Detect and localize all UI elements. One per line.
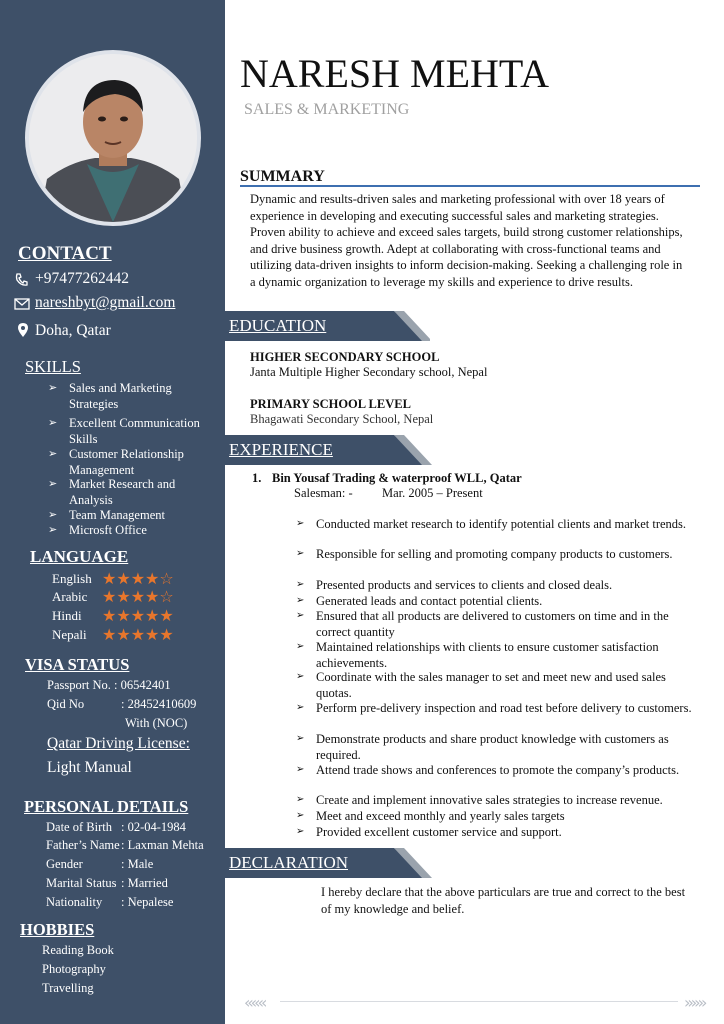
personal-value: : Nepalese bbox=[121, 895, 174, 909]
job-duty: Demonstrate products and share product knowledge with customers as required. bbox=[316, 732, 669, 762]
arrow-bullet-icon: ➢ bbox=[48, 448, 58, 460]
arrow-bullet-icon: ➢ bbox=[296, 794, 305, 805]
personal-value: : 02-04-1984 bbox=[121, 820, 186, 834]
arrow-bullet-icon: ➢ bbox=[296, 702, 305, 713]
job-duty: Maintained relationships with clients to ensure customer satisfaction achievements. bbox=[316, 640, 659, 670]
personal-label: Father’s Name bbox=[46, 838, 120, 852]
phone-number[interactable]: +97477262442 bbox=[35, 270, 129, 287]
job-duty: Coordinate with the sales manager to set and meet new and used sales quotas. bbox=[316, 670, 666, 700]
section-band-tail bbox=[370, 848, 434, 878]
education-level: HIGHER SECONDARY SCHOOL bbox=[250, 350, 440, 364]
skills-heading: SKILLS bbox=[25, 357, 81, 376]
double-chevron-left-icon: ««« bbox=[244, 993, 265, 1012]
declaration-text: I hereby declare that the above particulars are true and correct to the best of my knowledge and belief. bbox=[321, 885, 686, 916]
language-rating-stars: ★★★★★ bbox=[102, 625, 174, 644]
job-duty: Meet and exceed monthly and yearly sales targets bbox=[316, 809, 565, 823]
candidate-name: NARESH MEHTA bbox=[240, 51, 550, 96]
personal-value: : Married bbox=[121, 876, 168, 890]
skill-item: Team Management bbox=[69, 508, 165, 522]
phone-icon bbox=[14, 272, 30, 293]
personal-details-heading: PERSONAL DETAILS bbox=[24, 797, 189, 816]
language-name: Hindi bbox=[52, 608, 82, 623]
skill-item: Sales and Marketing Strategies bbox=[69, 381, 172, 411]
arrow-bullet-icon: ➢ bbox=[296, 764, 305, 775]
email-icon bbox=[14, 297, 30, 316]
declaration-heading: DECLARATION bbox=[225, 848, 377, 878]
location-text: Doha, Qatar bbox=[35, 322, 111, 339]
job-role: Salesman: - bbox=[294, 486, 353, 500]
language-heading: LANGUAGE bbox=[30, 547, 129, 566]
arrow-bullet-icon: ➢ bbox=[296, 826, 305, 837]
personal-label: Date of Birth bbox=[46, 820, 112, 834]
skill-item: Excellent Communication Skills bbox=[69, 416, 200, 446]
footer-divider bbox=[280, 1001, 678, 1002]
arrow-bullet-icon: ➢ bbox=[296, 595, 305, 606]
job-duty: Attend trade shows and conferences to promote the company’s products. bbox=[316, 763, 680, 777]
qid-value: : 28452410609 bbox=[121, 697, 197, 711]
section-band-tail bbox=[370, 435, 434, 465]
arrow-bullet-icon: ➢ bbox=[48, 478, 58, 490]
arrow-bullet-icon: ➢ bbox=[48, 524, 58, 536]
passport-number: Passport No. : 06542401 bbox=[47, 678, 171, 692]
job-duty: Responsible for selling and promoting company products to customers. bbox=[316, 547, 673, 561]
job-duty: Create and implement innovative sales strategies to increase revenue. bbox=[316, 793, 663, 807]
personal-value: : Male bbox=[121, 857, 154, 871]
candidate-title: SALES & MARKETING bbox=[244, 101, 410, 118]
language-name: Nepali bbox=[52, 627, 87, 642]
skill-item: Customer Relationship Management bbox=[69, 447, 184, 477]
summary-text: Dynamic and results-driven sales and marketing professional with over 18 years of experience in developing and executing successful sales and marketing strategies. Proven ability to achieve and exceed sales targets, build strong customer relationships, and drive business growth. Adept at collaborating with cross-functional teams and utilizing data-driven insights to inform decision-making. Seeking a challenging role in a dynamic organization to leverage my skills and experience to drive results. bbox=[250, 192, 683, 289]
hobby-item: Travelling bbox=[42, 981, 94, 995]
double-chevron-right-icon: »»» bbox=[684, 993, 705, 1012]
language-rating-stars: ★★★★★ bbox=[102, 606, 174, 625]
arrow-bullet-icon: ➢ bbox=[296, 810, 305, 821]
arrow-bullet-icon: ➢ bbox=[48, 417, 58, 429]
qid-note: With (NOC) bbox=[125, 716, 188, 730]
arrow-bullet-icon: ➢ bbox=[296, 671, 305, 682]
education-school: Janta Multiple Higher Secondary school, Nepal bbox=[250, 365, 488, 379]
language-rating-stars: ★★★★☆ bbox=[102, 587, 174, 606]
hobby-item: Photography bbox=[42, 962, 106, 976]
driving-license-value: Light Manual bbox=[47, 759, 132, 776]
email-link[interactable]: nareshbyt@gmail.com bbox=[35, 294, 176, 311]
education-level: PRIMARY SCHOOL LEVEL bbox=[250, 397, 411, 411]
hobbies-heading: HOBBIES bbox=[20, 920, 95, 939]
qid-label: Qid No bbox=[47, 697, 85, 711]
education-heading: EDUCATION bbox=[225, 311, 377, 341]
job-duty: Ensured that all products are delivered to customers on time and in the correct quantity bbox=[316, 609, 669, 639]
hobby-item: Reading Book bbox=[42, 943, 114, 957]
location-pin-icon bbox=[17, 322, 29, 343]
personal-label: Nationality bbox=[46, 895, 103, 909]
driving-license-label: Qatar Driving License: bbox=[47, 735, 190, 752]
personal-value: : Laxman Mehta bbox=[121, 838, 204, 852]
education-school: Bhagawati Secondary School, Nepal bbox=[250, 412, 434, 426]
summary-divider bbox=[240, 185, 700, 187]
arrow-bullet-icon: ➢ bbox=[296, 610, 305, 621]
skill-item: Market Research and Analysis bbox=[69, 477, 176, 507]
job-number: 1. bbox=[252, 471, 262, 485]
personal-label: Marital Status bbox=[46, 876, 117, 890]
section-band-tail bbox=[370, 311, 430, 341]
arrow-bullet-icon: ➢ bbox=[296, 579, 305, 590]
language-name: English bbox=[52, 571, 92, 586]
personal-label: Gender bbox=[46, 857, 83, 871]
experience-heading: EXPERIENCE bbox=[225, 435, 377, 465]
profile-photo bbox=[25, 50, 201, 226]
job-duty: Presented products and services to clients and closed deals. bbox=[316, 578, 613, 592]
arrow-bullet-icon: ➢ bbox=[48, 509, 58, 521]
job-company: Bin Yousaf Trading & waterproof WLL, Qatar bbox=[272, 471, 522, 485]
sidebar bbox=[0, 0, 225, 1024]
summary-heading: SUMMARY bbox=[240, 168, 325, 185]
arrow-bullet-icon: ➢ bbox=[296, 548, 305, 559]
arrow-bullet-icon: ➢ bbox=[296, 641, 305, 652]
skill-item: Microsft Office bbox=[69, 523, 147, 537]
language-rating-stars: ★★★★☆ bbox=[102, 569, 174, 588]
job-period: Mar. 2005 – Present bbox=[382, 486, 483, 500]
job-duty: Conducted market research to identify potential clients and market trends. bbox=[316, 517, 687, 531]
arrow-bullet-icon: ➢ bbox=[48, 382, 58, 394]
arrow-bullet-icon: ➢ bbox=[296, 733, 305, 744]
language-name: Arabic bbox=[52, 589, 88, 604]
job-duty: Generated leads and contact potential clients. bbox=[316, 594, 543, 608]
arrow-bullet-icon: ➢ bbox=[296, 518, 305, 529]
contact-heading: CONTACT bbox=[18, 243, 112, 264]
visa-status-heading: VISA STATUS bbox=[25, 655, 130, 674]
job-duty: Provided excellent customer service and support. bbox=[316, 825, 562, 839]
job-duty: Perform pre-delivery inspection and road test before delivery to customers. bbox=[316, 701, 692, 715]
person-photo-icon bbox=[29, 54, 197, 222]
